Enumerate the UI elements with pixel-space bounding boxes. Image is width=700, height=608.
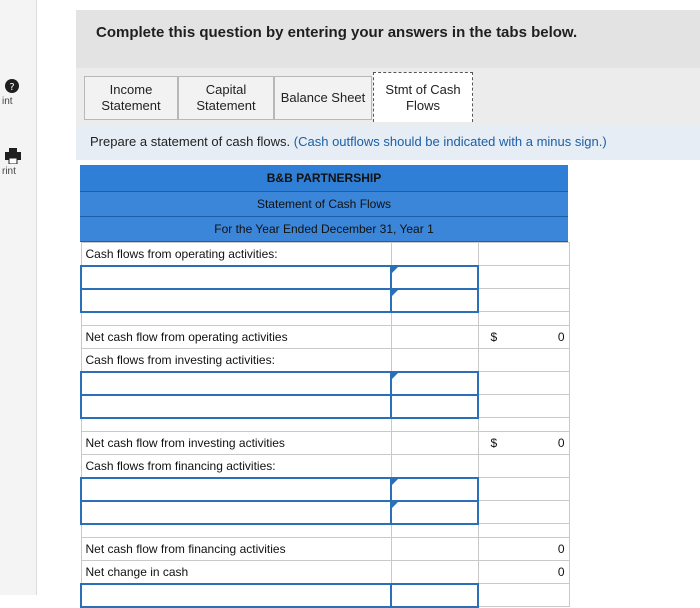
row-label: Net cash flow from investing activities xyxy=(81,432,391,455)
left-toolbar xyxy=(0,0,37,595)
tab-label: Income xyxy=(109,82,153,97)
total-cell xyxy=(478,372,569,395)
total-cell xyxy=(478,395,569,418)
question-header xyxy=(76,10,700,68)
tab-label: Statement xyxy=(101,98,161,113)
tab-label: Flows xyxy=(406,97,440,113)
spacer-cell xyxy=(478,524,569,538)
financing-amount-input-1[interactable] xyxy=(391,478,478,501)
table-row xyxy=(81,312,569,326)
spacer-cell xyxy=(81,524,391,538)
cash-beginning-input[interactable] xyxy=(81,584,391,607)
spacer-cell xyxy=(81,418,391,432)
row-label: Net change in cash xyxy=(81,561,391,584)
cash-beginning-amount-input[interactable] xyxy=(478,584,569,607)
operating-amount-input-2[interactable] xyxy=(391,289,478,312)
total-cell xyxy=(478,289,569,312)
net-investing-total xyxy=(478,432,569,455)
cash-flow-statement xyxy=(80,165,568,608)
svg-text:?: ? xyxy=(9,82,15,93)
row-label: Net cash flow from financing activities xyxy=(81,538,391,561)
amount-cell xyxy=(391,349,478,372)
print-label: rint xyxy=(2,166,16,177)
amount-cell xyxy=(391,326,478,349)
table-row xyxy=(81,372,569,395)
table-row xyxy=(81,349,569,372)
tab-label: Capital xyxy=(205,82,247,97)
cash-flow-table xyxy=(80,242,570,608)
amount-cell xyxy=(391,455,478,478)
amount-cell xyxy=(391,538,478,561)
prompt-text xyxy=(90,134,607,149)
operating-amount-input-1[interactable] xyxy=(391,266,478,289)
spacer-cell xyxy=(81,312,391,326)
spacer-cell xyxy=(391,312,478,326)
tab-label: Balance Sheet xyxy=(280,90,366,105)
row-label: Cash flows from financing activities: xyxy=(81,455,391,478)
table-row xyxy=(81,418,569,432)
tab-label: Stmt of Cash xyxy=(385,81,461,97)
total-cell xyxy=(478,478,569,501)
spacer-cell xyxy=(478,418,569,432)
table-row xyxy=(81,243,569,266)
currency-symbol: $ xyxy=(490,436,498,450)
table-row xyxy=(81,524,569,538)
investing-item-input-2[interactable] xyxy=(81,395,391,418)
statement-name: Statement of Cash Flows xyxy=(80,192,568,217)
financing-amount-input-2[interactable] xyxy=(391,501,478,524)
print-button[interactable] xyxy=(0,148,30,177)
prompt-band xyxy=(76,126,700,160)
investing-item-input-1[interactable] xyxy=(81,372,391,395)
spacer-cell xyxy=(478,312,569,326)
total-cell xyxy=(478,501,569,524)
investing-amount-input-2[interactable] xyxy=(391,395,478,418)
total-cell xyxy=(478,455,569,478)
spacer-cell xyxy=(391,524,478,538)
table-row xyxy=(81,478,569,501)
table-row xyxy=(81,395,569,418)
row-label: Net cash flow from operating activities xyxy=(81,326,391,349)
amount-cell xyxy=(391,243,478,266)
total-value: 0 xyxy=(557,436,565,450)
question-instruction: Complete this question by entering your answers in the tabs below. xyxy=(96,24,578,41)
net-change-total xyxy=(478,561,569,584)
prompt-note: (Cash outflows should be indicated with a minus sign.) xyxy=(293,134,607,149)
tab-balance-sheet[interactable] xyxy=(274,76,372,120)
amount-cell xyxy=(391,432,478,455)
table-row xyxy=(81,584,569,607)
print-icon xyxy=(4,148,22,164)
tab-income-statement[interactable] xyxy=(84,76,178,120)
total-cell xyxy=(478,266,569,289)
total-cell xyxy=(478,349,569,372)
total-value: 0 xyxy=(557,565,565,579)
tab-capital-statement[interactable] xyxy=(178,76,274,120)
financing-item-input-2[interactable] xyxy=(81,501,391,524)
table-row xyxy=(81,432,569,455)
hint-label: int xyxy=(2,96,13,107)
total-value: 0 xyxy=(557,542,565,556)
table-row xyxy=(81,289,569,312)
tab-label: Statement xyxy=(196,98,256,113)
statement-period: For the Year Ended December 31, Year 1 xyxy=(80,217,568,242)
net-financing-total xyxy=(478,538,569,561)
table-row xyxy=(81,561,569,584)
row-label: Cash flows from operating activities: xyxy=(81,243,391,266)
currency-symbol: $ xyxy=(490,330,498,344)
row-label: Cash flows from investing activities: xyxy=(81,349,391,372)
operating-item-input-2[interactable] xyxy=(81,289,391,312)
table-row xyxy=(81,266,569,289)
tab-stmt-of-cash-flows[interactable] xyxy=(373,72,473,122)
table-row xyxy=(81,501,569,524)
amount-cell xyxy=(391,561,478,584)
spacer-cell xyxy=(391,418,478,432)
financing-item-input-1[interactable] xyxy=(81,478,391,501)
hint-button[interactable] xyxy=(0,78,30,107)
prompt-main: Prepare a statement of cash flows. xyxy=(90,134,291,149)
total-value: 0 xyxy=(557,330,565,344)
investing-amount-input-1[interactable] xyxy=(391,372,478,395)
table-row xyxy=(81,455,569,478)
company-name: B&B PARTNERSHIP xyxy=(80,165,568,192)
amount-cell xyxy=(391,584,478,607)
table-row xyxy=(81,326,569,349)
net-operating-total xyxy=(478,326,569,349)
operating-item-input-1[interactable] xyxy=(81,266,391,289)
table-row xyxy=(81,538,569,561)
total-cell xyxy=(478,243,569,266)
hint-icon xyxy=(4,78,22,94)
